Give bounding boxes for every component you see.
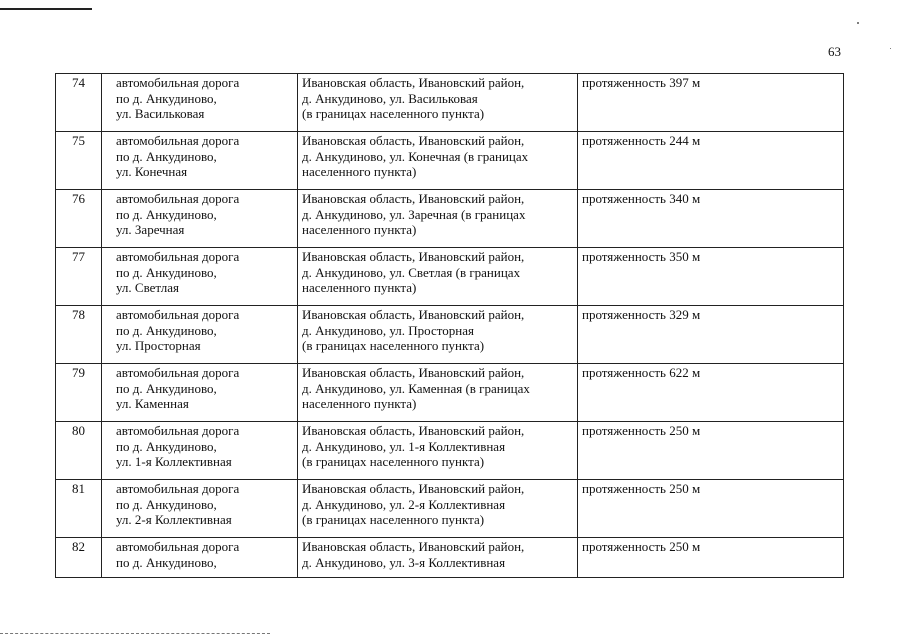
- road-name-line: ул. Просторная: [116, 338, 201, 353]
- location-line: населенного пункта): [302, 396, 417, 411]
- table-body: [56, 74, 844, 578]
- road-name-line: по д. Анкудиново,: [116, 380, 217, 396]
- table-row: [56, 74, 844, 132]
- road-name-line: ул. Заречная: [116, 222, 185, 237]
- road-name-cell: [102, 248, 298, 306]
- road-name-cell: [102, 74, 298, 132]
- road-name-line: ул. 1-я Коллективная: [116, 454, 232, 469]
- location-cell: [298, 480, 578, 538]
- location-line: населенного пункта): [302, 280, 417, 295]
- road-name-line: ул. Каменная: [116, 396, 189, 411]
- road-name-line: автомобильная дорога: [116, 423, 240, 438]
- table-row: [56, 132, 844, 190]
- road-name-line: по д. Анкудиново,: [116, 148, 217, 164]
- road-name-line: автомобильная дорога: [116, 307, 240, 322]
- road-name-line: автомобильная дорога: [116, 191, 240, 206]
- location-line: населенного пункта): [302, 164, 417, 179]
- location-cell: [298, 132, 578, 190]
- location-line: д. Анкудиново, ул. Просторная: [302, 322, 474, 338]
- road-name-cell: [102, 306, 298, 364]
- road-name-cell: [102, 190, 298, 248]
- road-name-cell: [102, 538, 298, 578]
- road-name-cell: [102, 132, 298, 190]
- road-name-cell: [102, 480, 298, 538]
- table-row: [56, 364, 844, 422]
- table-row: [56, 248, 844, 306]
- location-line: (в границах населенного пункта): [302, 338, 485, 353]
- length-cell: протяженность 329 м: [578, 306, 844, 364]
- road-name-line: по д. Анкудиново,: [116, 554, 217, 570]
- scan-edge-line: [0, 8, 92, 10]
- location-line: (в границах населенного пункта): [302, 512, 485, 527]
- location-cell: [298, 364, 578, 422]
- location-line: Ивановская область, Ивановский район,: [302, 481, 525, 496]
- length-cell: протяженность 340 м: [578, 190, 844, 248]
- location-line: д. Анкудиново, ул. Заречная (в границах: [302, 206, 526, 222]
- location-line: Ивановская область, Ивановский район,: [302, 365, 525, 380]
- road-name-line: автомобильная дорога: [116, 365, 240, 380]
- location-line: Ивановская область, Ивановский район,: [302, 539, 525, 554]
- location-line: (в границах населенного пункта): [302, 454, 485, 469]
- length-cell: протяженность 244 м: [578, 132, 844, 190]
- road-name-line: ул. Васильковая: [116, 106, 205, 121]
- road-name-line: автомобильная дорога: [116, 133, 240, 148]
- row-number: 81: [56, 480, 102, 538]
- location-cell: [298, 74, 578, 132]
- row-number: 82: [56, 538, 102, 578]
- row-number: 76: [56, 190, 102, 248]
- length-cell: протяженность 622 м: [578, 364, 844, 422]
- row-number: 75: [56, 132, 102, 190]
- scan-edge-line: [0, 633, 270, 635]
- table-row: [56, 538, 844, 578]
- length-cell: протяженность 350 м: [578, 248, 844, 306]
- road-name-cell: [102, 364, 298, 422]
- road-name-line: по д. Анкудиново,: [116, 322, 217, 338]
- road-name-line: ул. Светлая: [116, 280, 180, 295]
- road-name-line: по д. Анкудиново,: [116, 90, 217, 106]
- location-line: Ивановская область, Ивановский район,: [302, 133, 525, 148]
- length-cell: протяженность 250 м: [578, 538, 844, 578]
- table-row: [56, 306, 844, 364]
- road-name-line: по д. Анкудиново,: [116, 496, 217, 512]
- location-line: Ивановская область, Ивановский район,: [302, 75, 525, 90]
- length-cell: протяженность 397 м: [578, 74, 844, 132]
- location-line: Ивановская область, Ивановский район,: [302, 191, 525, 206]
- road-name-cell: [102, 422, 298, 480]
- row-number: 78: [56, 306, 102, 364]
- location-cell: [298, 306, 578, 364]
- road-name-line: автомобильная дорога: [116, 249, 240, 264]
- page-number: 63: [828, 44, 841, 59]
- road-name-line: по д. Анкудиново,: [116, 438, 217, 454]
- location-line: д. Анкудиново, ул. 3-я Коллективная: [302, 554, 506, 570]
- location-line: д. Анкудиново, ул. Светлая (в границах: [302, 264, 521, 280]
- road-name-line: автомобильная дорога: [116, 75, 240, 90]
- road-name-line: по д. Анкудиново,: [116, 264, 217, 280]
- location-line: (в границах населенного пункта): [302, 106, 485, 121]
- road-name-line: автомобильная дорога: [116, 539, 240, 554]
- location-line: д. Анкудиново, ул. Конечная (в границах: [302, 148, 529, 164]
- row-number: 80: [56, 422, 102, 480]
- length-cell: протяженность 250 м: [578, 422, 844, 480]
- location-line: населенного пункта): [302, 222, 417, 237]
- table-row: [56, 190, 844, 248]
- row-number: 79: [56, 364, 102, 422]
- location-cell: [298, 538, 578, 578]
- table-row: [56, 480, 844, 538]
- row-number: 74: [56, 74, 102, 132]
- location-line: Ивановская область, Ивановский район,: [302, 307, 525, 322]
- location-line: д. Анкудиново, ул. 2-я Коллективная: [302, 496, 506, 512]
- location-cell: [298, 248, 578, 306]
- location-line: Ивановская область, Ивановский район,: [302, 423, 525, 438]
- road-name-line: ул. 2-я Коллективная: [116, 512, 232, 527]
- location-cell: [298, 190, 578, 248]
- location-line: Ивановская область, Ивановский район,: [302, 249, 525, 264]
- road-name-line: автомобильная дорога: [116, 481, 240, 496]
- location-line: д. Анкудиново, ул. Васильковая: [302, 90, 478, 106]
- road-name-line: ул. Конечная: [116, 164, 188, 179]
- location-line: д. Анкудиново, ул. Каменная (в границах: [302, 380, 530, 396]
- scan-speck: [857, 22, 859, 24]
- road-registry-table: [55, 73, 844, 578]
- location-cell: [298, 422, 578, 480]
- row-number: 77: [56, 248, 102, 306]
- road-name-line: по д. Анкудиново,: [116, 206, 217, 222]
- length-cell: протяженность 250 м: [578, 480, 844, 538]
- location-line: д. Анкудиново, ул. 1-я Коллективная: [302, 438, 506, 454]
- scan-speck: [890, 48, 891, 49]
- table-row: [56, 422, 844, 480]
